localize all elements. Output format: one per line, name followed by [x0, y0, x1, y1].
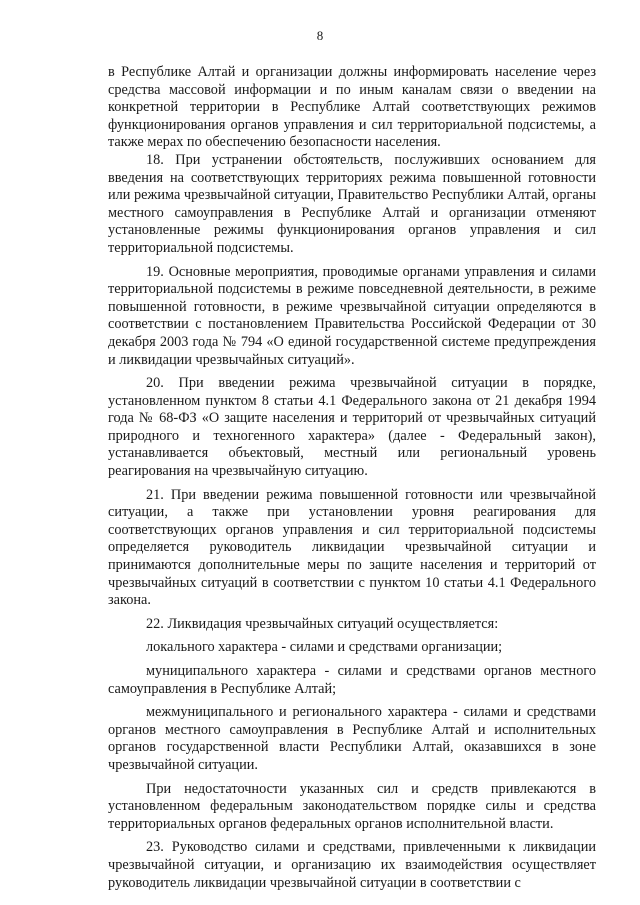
paragraph-20: 20. При введении режима чрезвычайной ситуации в порядке, установленном пунктом 8 статьи 4.1 Федерального закона от 21 декабря 1994 года № 68-ФЗ «О защите населения и территорий от чрезвычайных ситуаций природного и техногенного характера» (далее - Федеральный закон), устанавливается объектовый, местный или региональный уровень реагирования на чрезвычайную ситуацию. [108, 375, 596, 480]
paragraph-23: 23. Руководство силами и средствами, привлеченными к ликвидации чрезвычайной ситуации, и организацию их взаимодействия осуществляет руководитель ликвидации чрезвычайной ситуации в соответствии с [108, 839, 596, 891]
paragraph-22: 22. Ликвидация чрезвычайных ситуаций осуществляется: [146, 615, 499, 632]
paragraph-19: 19. Основные мероприятия, проводимые органами управления и силами территориальной подсистемы в режиме повседневной деятельности, в режиме повышенной готовности, в режиме чрезвычайной ситуации определяются в соответствии с постановлением Правительства Российской Федерации от 30 декабря 2003 года № 794 «О единой государственной системе предупреждения и ликвидации чрезвычайных ситуаций». [108, 263, 596, 368]
paragraph-continuation: в Республике Алтай и организации должны информировать население через средства массовой информации и по иным каналам связи о введении на конкретной территории в Республике Алтай соответствующих режимов функционирования органов управления и сил территориальной подсистемы, а также мерах по обеспечению безопасности населения. [108, 64, 596, 151]
list-item-municipal: муниципального характера - силами и средствами органов местного самоуправления в Республике Алтай; [108, 663, 596, 697]
paragraph-18: 18. При устранении обстоятельств, послуживших основанием для введения на соответствующих территориях режима повышенной готовности или режима чрезвычайной ситуации, Правительство Республики Алтай, органы местного самоуправления в Республике Алтай и организации отменяют установленные режимы функционирования органов управления и сил территориальной подсистемы. [108, 151, 596, 256]
paragraph-21: 21. При введении режима повышенной готовности или чрезвычайной ситуации, а также при установлении уровня реагирования для соответствующих органов управления и сил территориальной подсистемы определяется руководитель ликвидации чрезвычайной ситуации и принимаются дополнительные меры по защите населения и территорий от чрезвычайных ситуаций в соответствии с пунктом 10 статьи 4.1 Федерального закона. [108, 486, 596, 609]
paragraph-insufficient-forces: При недостаточности указанных сил и средств привлекаются в установленном федеральным законодательством порядке силы и средства территориальных органов федеральных органов исполнительной власти. [108, 780, 596, 832]
page-number: 8 [316, 28, 324, 43]
list-item-intermunicipal: межмуниципального и регионального характера - силами и средствами органов местного самоуправления в Республике Алтай и исполнительных органов государственной власти Республики Алтай, оказавшихся в зоне чрезвычайной ситуации. [108, 704, 596, 773]
list-item-local: локального характера - силами и средствами организации; [146, 639, 503, 656]
body-text [108, 64, 596, 892]
